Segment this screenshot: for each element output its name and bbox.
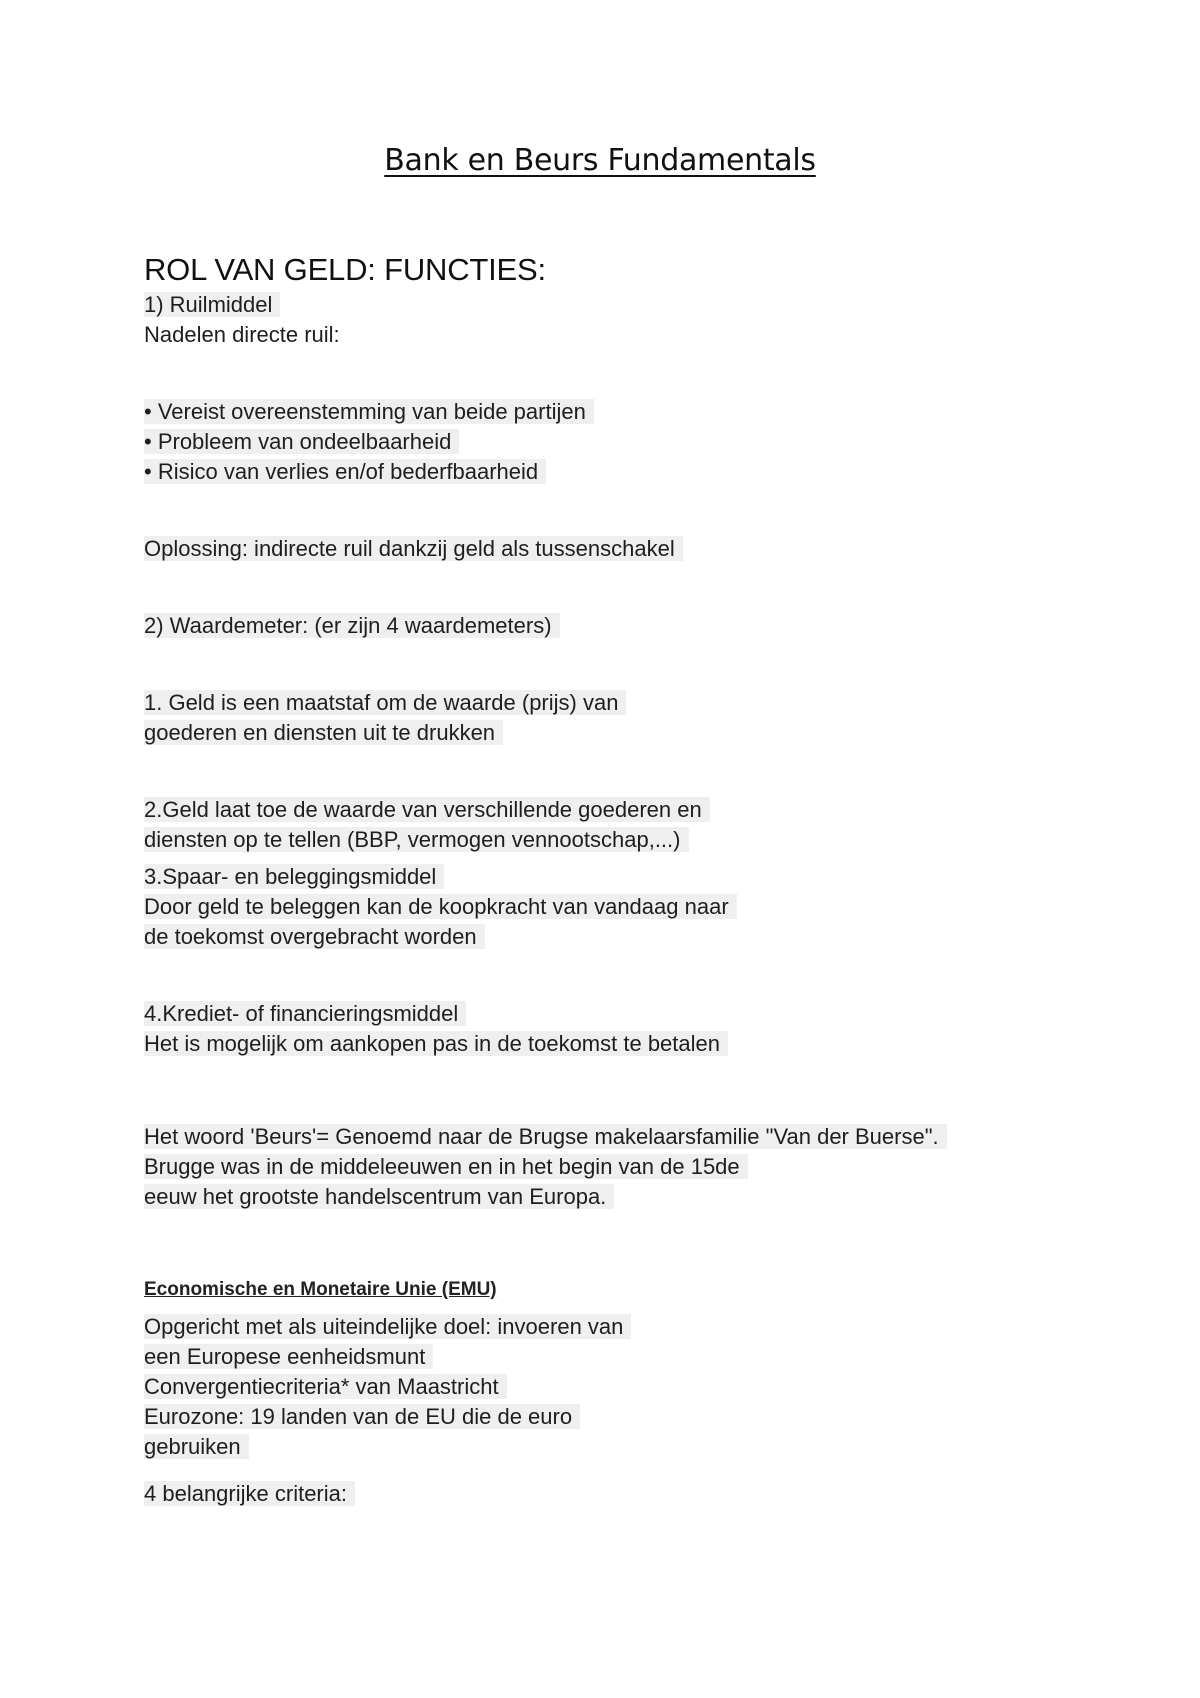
bullet-item: • Probleem van ondeelbaarheid bbox=[144, 427, 1084, 457]
waardemeter-1-line: goederen en diensten uit te drukken bbox=[144, 718, 1084, 748]
nadelen-label: Nadelen directe ruil: bbox=[144, 322, 340, 347]
waardemeter-3-line: 3.Spaar- en beleggingsmiddel bbox=[144, 862, 1084, 892]
beurs-line: Brugge was in de middeleeuwen en in het begin van de 15de bbox=[144, 1152, 1084, 1182]
waardemeter-4-line: Het is mogelijk om aankopen pas in de toekomst te betalen bbox=[144, 1029, 1084, 1059]
waardemeter-2-line: diensten op te tellen (BBP, vermogen vennootschap,...) bbox=[144, 825, 1084, 855]
item-waardemeter: 2) Waardemeter: (er zijn 4 waardemeters) bbox=[144, 611, 1084, 641]
document-body bbox=[144, 250, 1084, 1509]
emu-line: Eurozone: 19 landen van de EU die de euro bbox=[144, 1402, 1084, 1432]
waardemeter-1-line: 1. Geld is een maatstaf om de waarde (prijs) van bbox=[144, 688, 1084, 718]
section-heading-rol-van-geld: ROL VAN GELD: FUNCTIES: bbox=[144, 252, 546, 287]
oplossing-text: Oplossing: indirecte ruil dankzij geld als tussenschakel bbox=[144, 534, 1084, 564]
emu-line: Convergentiecriteria* van Maastricht bbox=[144, 1372, 1084, 1402]
beurs-line: eeuw het grootste handelscentrum van Europa. bbox=[144, 1182, 1084, 1212]
document-title: Bank en Beurs Fundamentals bbox=[384, 143, 816, 178]
waardemeter-3-line: de toekomst overgebracht worden bbox=[144, 922, 1084, 952]
bullet-item: • Risico van verlies en/of bederfbaarheid bbox=[144, 457, 1084, 487]
waardemeter-4-line: 4.Krediet- of financieringsmiddel bbox=[144, 999, 1084, 1029]
waardemeter-3-line: Door geld te beleggen kan de koopkracht van vandaag naar bbox=[144, 892, 1084, 922]
criteria-label: 4 belangrijke criteria: bbox=[144, 1479, 1084, 1509]
emu-line: gebruiken bbox=[144, 1432, 1084, 1462]
waardemeter-2-line: 2.Geld laat toe de waarde van verschillende goederen en bbox=[144, 795, 1084, 825]
bullet-item: • Vereist overeenstemming van beide partijen bbox=[144, 397, 1084, 427]
beurs-line: Het woord 'Beurs'= Genoemd naar de Brugse makelaarsfamilie "Van der Buerse". bbox=[144, 1122, 1084, 1152]
item-ruilmiddel: 1) Ruilmiddel bbox=[144, 290, 1084, 320]
emu-line: een Europese eenheidsmunt bbox=[144, 1342, 1084, 1372]
section-heading-emu: Economische en Monetaire Unie (EMU) bbox=[144, 1279, 497, 1300]
emu-line: Opgericht met als uiteindelijke doel: invoeren van bbox=[144, 1312, 1084, 1342]
